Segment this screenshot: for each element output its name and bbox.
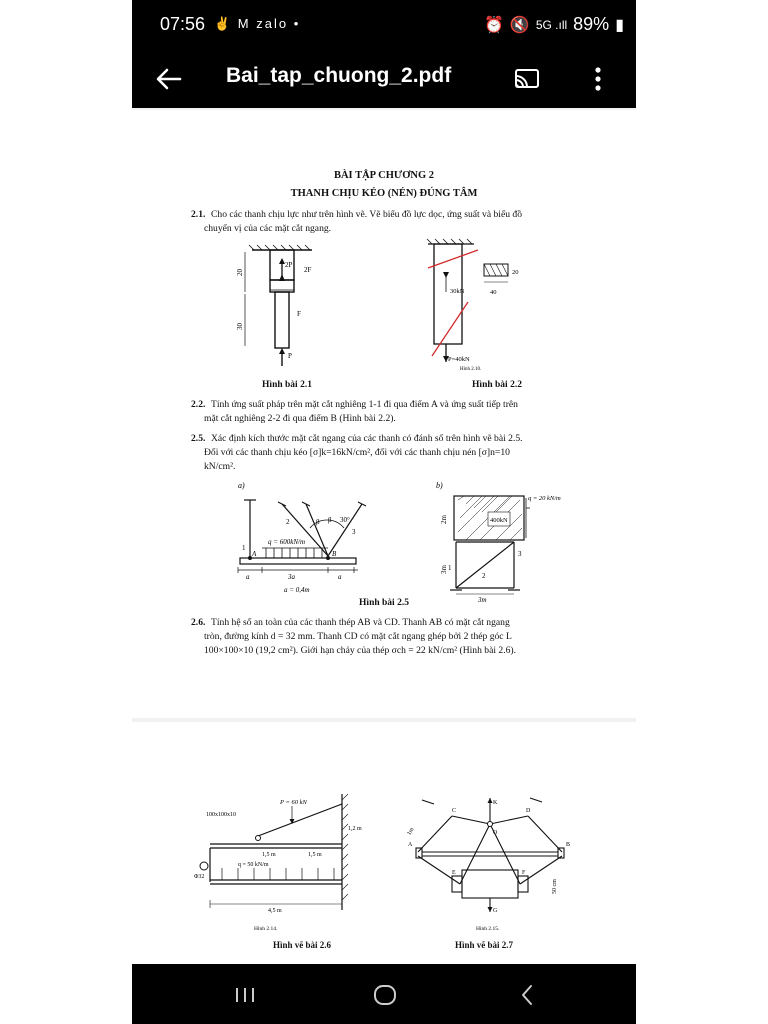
problem-2-6-line3: 100×100×10 (19,2 cm²). Giới hạn chảy của thép σch = 22 kN/cm² (Hình bài 2.6). — [204, 645, 516, 656]
caption-fig-2-1: Hình bài 2.1 — [262, 380, 312, 390]
label-2p: 2P — [285, 261, 293, 269]
page-subheading: THANH CHỊU KÉO (NÉN) ĐÚNG TÂM — [290, 188, 478, 199]
battery-percent: 89% — [573, 14, 610, 34]
label-point-b: B — [332, 550, 337, 558]
dim-1m: 1m — [406, 826, 416, 837]
problem-2-2-line1: Tính ứng suất pháp trên mặt cắt nghiêng 1-1 đi qua điểm A và ứng suất tiếp trên — [211, 399, 518, 410]
dim-1-5m-b: 1,5 m — [308, 852, 322, 858]
problem-2-6-number: 2.6. — [191, 617, 206, 628]
cast-button[interactable] — [512, 64, 542, 94]
angle-30: 30° — [340, 516, 350, 524]
dim-a-right: a — [338, 573, 342, 581]
problem-2-5-line2: Đối với các thanh chịu kéo [σ]k=16kN/cm², đối với các thanh chịu nén [σ]n=10 — [204, 447, 510, 458]
dim-1-2m: 1,2 m — [348, 826, 362, 832]
dim-4-5m: 4,5 m — [268, 908, 282, 914]
document-title: Bai_tap_chuong_2.pdf — [226, 64, 452, 87]
dim-3a: 3a — [288, 573, 295, 581]
label-q-50: q = 50 kN/m — [238, 862, 269, 868]
dim-20: 20 — [236, 269, 244, 276]
label-a-value: a = 0,4m — [284, 586, 310, 594]
more-options-button[interactable] — [586, 62, 610, 96]
label-hinh-2-10: Hình 2.10. — [460, 367, 482, 372]
bar-b2: 2 — [482, 572, 486, 580]
pdf-page-2[interactable] — [132, 722, 636, 964]
system-icons — [484, 14, 624, 35]
label-hinh-2-14: Hình 2.14. — [254, 926, 278, 932]
label-p: P — [288, 352, 292, 360]
signal-icon: 5G .ıll — [535, 17, 568, 32]
app-bar — [132, 50, 636, 108]
mute-icon: 🔇 — [509, 16, 530, 34]
bar-2: 2 — [286, 518, 290, 526]
label-a: A — [408, 842, 413, 848]
figure-2-2 — [422, 238, 542, 370]
home-icon — [370, 980, 400, 1010]
status-time: 07:56 — [160, 14, 206, 34]
caption-fig-2-2: Hình bài 2.2 — [472, 380, 522, 390]
back-button[interactable] — [152, 62, 186, 96]
caption-fig-2-5: Hình bài 2.5 — [359, 598, 409, 608]
figure-2-5b — [430, 478, 561, 604]
dim-3m-h: 3m — [478, 596, 487, 604]
bar-1: 1 — [242, 544, 246, 552]
label-p-40kn: P=40kN — [448, 356, 470, 363]
label-angle-section: 100x100x10 — [206, 812, 236, 818]
problem-2-6-line1: Tính hệ số an toàn của các thanh thép AB và CD. Thanh AB có mặt cắt ngang — [211, 617, 510, 628]
recent-apps-button[interactable] — [230, 980, 260, 1010]
label-30kn: 30kN — [450, 288, 465, 295]
dim-30: 30 — [236, 323, 244, 330]
label-d: D — [526, 808, 531, 814]
notification-icons: ✌ M zalo • — [214, 16, 301, 31]
bar-b1: 1 — [448, 564, 452, 572]
dim-a-left: a — [246, 573, 250, 581]
label-p-60: P = 60 kN — [280, 799, 307, 806]
figure-2-6 — [192, 792, 362, 942]
problem-2-5-line3: kN/cm². — [204, 461, 236, 472]
label-f: F — [522, 870, 526, 876]
label-point-a: A — [252, 550, 257, 558]
fig-2-5a-tag: a) — [238, 481, 245, 490]
problem-2-2-line2: mặt cắt nghiêng 2-2 đi qua điểm B (Hình bài 2.2). — [204, 413, 396, 424]
more-vert-icon — [586, 62, 610, 96]
problem-2-5-line1: Xác định kích thước mặt cắt ngang của các thanh có đánh số trên hình vẽ bài 2.5. — [211, 433, 523, 444]
angle-beta-1: β — [316, 518, 320, 526]
label-phi32: Φ32 — [194, 874, 205, 880]
dim-2m: 2m — [440, 515, 448, 524]
dim-1-5m-a: 1,5 m — [262, 852, 276, 858]
label-b: B — [566, 842, 571, 848]
home-button[interactable] — [370, 980, 400, 1010]
caption-fig-2-7: Hình vẽ bài 2.7 — [454, 940, 513, 950]
dim-40: 40 — [490, 289, 497, 296]
bar-b3: 3 — [518, 550, 522, 558]
label-e: E — [452, 870, 456, 876]
problem-2-2-number: 2.2. — [191, 399, 206, 410]
figure-2-5a — [224, 478, 374, 596]
label-q-600: q = 600kN/m — [268, 538, 305, 546]
problem-2-1-number: 2.1. — [191, 209, 206, 220]
cast-icon — [512, 64, 542, 94]
dim-50cm: 50 cm — [552, 879, 558, 894]
problem-2-5-number: 2.5. — [191, 433, 206, 444]
navigation-bar — [132, 964, 636, 1024]
recents-icon — [230, 980, 260, 1010]
caption-fig-2-6: Hình vẽ bài 2.6 — [272, 940, 331, 950]
label-400kn: 400kN — [490, 517, 508, 524]
problem-2-1-line2: chuyển vị của các mặt cắt ngang. — [204, 223, 332, 234]
dim-20-b: 20 — [512, 269, 519, 276]
page-heading: BÀI TẬP CHƯƠNG 2 — [333, 170, 435, 181]
fig-2-5b-tag: b) — [436, 481, 443, 490]
bar-3: 3 — [352, 528, 356, 536]
alarm-icon: ⏰ — [483, 16, 504, 34]
chevron-left-icon — [512, 980, 542, 1010]
pdf-page-1[interactable] — [132, 110, 636, 718]
nav-back-button[interactable] — [512, 980, 542, 1010]
label-c: C — [452, 808, 457, 814]
label-o: O — [493, 830, 498, 836]
label-g: G — [493, 908, 498, 914]
label-f: F — [297, 310, 301, 318]
label-hinh-2-15: Hình 2.15. — [476, 926, 500, 932]
arrow-left-icon — [152, 62, 186, 96]
dim-3m-v: 3m — [440, 565, 448, 574]
label-2f: 2F — [304, 266, 312, 274]
phone-screen — [132, 0, 636, 1024]
problem-2-6-line2: tròn, đường kính d = 32 mm. Thanh CD có mặt cắt ngang ghép bởi 2 thép góc L — [204, 631, 512, 642]
status-bar — [132, 0, 636, 50]
battery-icon: ▮ — [615, 16, 624, 34]
figure-2-7 — [402, 794, 572, 942]
problem-2-1-line1: Cho các thanh chịu lực như trên hình vẽ. Vẽ biểu đồ lực dọc, ứng suất và biểu đồ — [211, 209, 523, 220]
figure-2-1 — [232, 244, 342, 366]
angle-beta-2: β — [328, 516, 332, 524]
label-q-20: q = 20 kN/m — [528, 495, 561, 502]
label-k: K — [493, 800, 498, 806]
